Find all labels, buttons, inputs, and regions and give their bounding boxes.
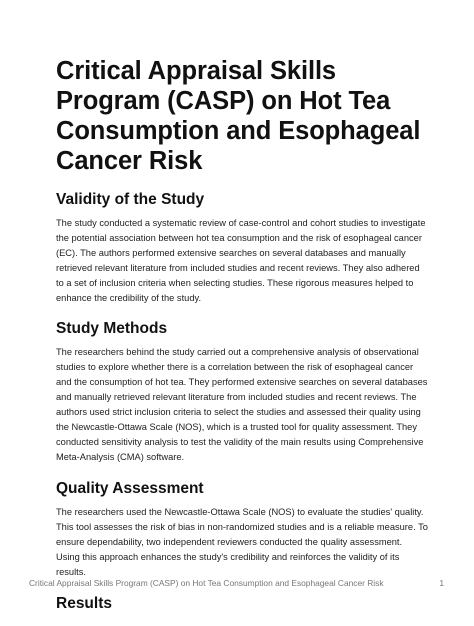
section-heading: Results [56, 595, 112, 612]
footer-title: Critical Appraisal Skills Program (CASP) on Hot Tea Consumption and Esophageal Cancer Risk [29, 578, 384, 588]
section-heading: Quality Assessment [56, 480, 204, 497]
section-paragraph: The researchers behind the study carried out a comprehensive analysis of observational studies to explore whether there is a correlation between the risk of esophageal cancer and the consumption of hot tea. They performed extensive searches on several databases and manually retrieved relevant literature from included studies and recent reviews. The authors used strict inclusion criteria to select the studies and assessed their quality using the Newcastle-Ottawa Scale (NOS), which is a trusted tool for quality assessment. They conducted sensitivity analysis to test the validity of the main results using Comprehensive Meta-Analysis (CMA) software. [56, 347, 428, 462]
section-heading: Validity of the Study [56, 191, 205, 208]
document-title: Critical Appraisal Skills Program (CASP) on Hot Tea Consumption and Esophageal Cancer Risk [56, 57, 421, 175]
section-validity [56, 190, 428, 306]
page-number: 1 [439, 578, 444, 588]
section-heading: Study Methods [56, 320, 168, 337]
section-paragraph: The study conducted a systematic review of case-control and cohort studies to investigate the potential association between hot tea consumption and the risk of esophageal cancer (EC). The authors performed extensive searches on several databases and manually retrieved relevant literature from included studies and recent reviews. They also adhered to a set of inclusion criteria when selecting studies. These rigorous measures helped to enhance the credibility of the study. [56, 218, 426, 303]
section-results [56, 594, 428, 614]
section-study-methods [56, 319, 428, 465]
page-footer [0, 578, 474, 592]
section-quality-assessment [56, 479, 428, 580]
document-body [56, 56, 428, 626]
section-paragraph: The researchers used the Newcastle-Ottawa Scale (NOS) to evaluate the studies' quality. This tool assesses the risk of bias in non-randomized studies and is a reliable measure. To ensure dependability, two independent reviewers conducted the quality assessment. Using this approach enhances the study's credibility and reinforces the validity of its results. [56, 507, 428, 577]
